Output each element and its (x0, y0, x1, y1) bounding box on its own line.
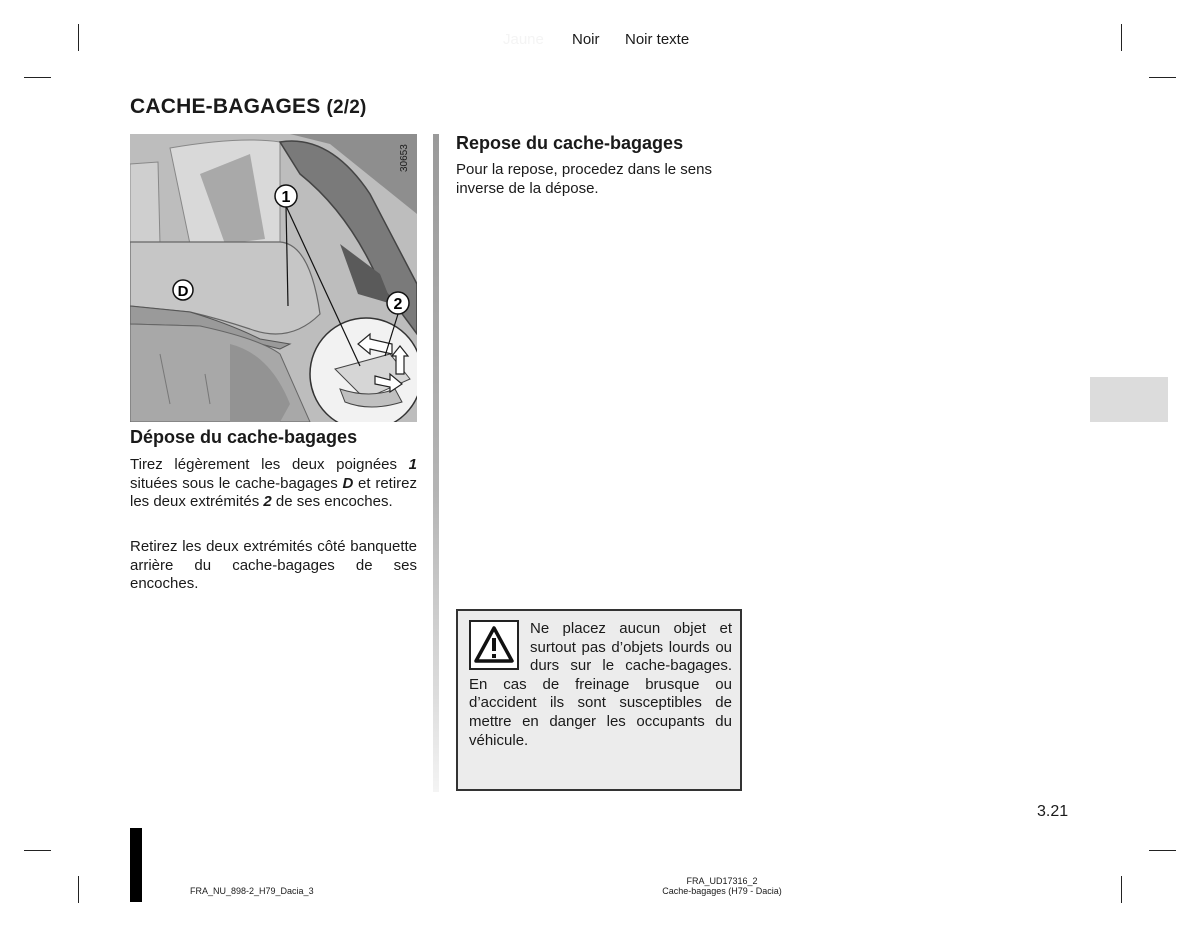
callout-1: 1 (281, 189, 291, 206)
crop-mark (24, 850, 51, 851)
repose-paragraph: Pour la repose, procedez dans le sens inverse de la dépose. (456, 161, 712, 197)
warning-triangle-icon (469, 620, 519, 670)
depose-p1-text: situées sous le cache-bagages (130, 474, 343, 492)
repose-heading: Repose du cache-bagages (456, 133, 684, 153)
depose-paragraph-2: Retirez les deux extrémités côté banquette arrière du cache-bagages de ses encoches. (130, 538, 417, 592)
footer-right-line1: FRA_UD17316_2 (686, 876, 758, 886)
key-2: 2 (263, 493, 272, 510)
color-bar (130, 828, 142, 902)
crop-mark (1149, 77, 1176, 78)
depose-p1-text: Tirez légèrement les deux poignées (130, 456, 409, 473)
trunk-drawing (130, 134, 417, 422)
warning-text: Ne placez aucun objet et surtout pas d’objets lourds ou durs sur le cache-bagages. En cas de freinage brusque ou d’accident ils sont susceptibles de mettre en danger les occupants du véhicule. (469, 620, 732, 749)
trunk-illustration (130, 134, 417, 422)
page-number: 3.21 (1037, 803, 1069, 820)
column-divider (433, 134, 439, 792)
crop-mark (78, 876, 79, 903)
section-tab (1090, 377, 1168, 422)
depose-p1-text: et retirez les deux extrémités (130, 474, 417, 510)
figure-reference: 30653 (399, 144, 410, 172)
crop-mark (24, 77, 51, 78)
title-text: CACHE-BAGAGES (130, 95, 321, 118)
callout-2: 2 (393, 296, 403, 313)
key-1: 1 (408, 456, 417, 473)
depose-heading: Dépose du cache-bagages (130, 427, 358, 447)
footer-left: FRA_NU_898-2_H79_Dacia_3 (190, 886, 314, 896)
color-label-black-text: Noir texte (625, 31, 690, 48)
color-label-yellow: Jaune (503, 31, 544, 48)
page-title (130, 95, 367, 119)
footer-right-line2: Cache-bagages (H79 - Dacia) (662, 886, 782, 896)
depose-paragraph-1 (130, 456, 417, 512)
warning-content (469, 620, 732, 750)
crop-mark (1149, 850, 1176, 851)
callout-d: D (177, 283, 189, 300)
key-d: D (342, 474, 354, 492)
warning-box (456, 609, 742, 791)
crop-mark (1121, 876, 1122, 903)
title-suffix: (2/2) (326, 97, 367, 118)
color-label-black: Noir (572, 31, 600, 48)
crop-mark (78, 24, 79, 51)
crop-mark (1121, 24, 1122, 51)
depose-p1-text: de ses encoches. (271, 493, 393, 510)
